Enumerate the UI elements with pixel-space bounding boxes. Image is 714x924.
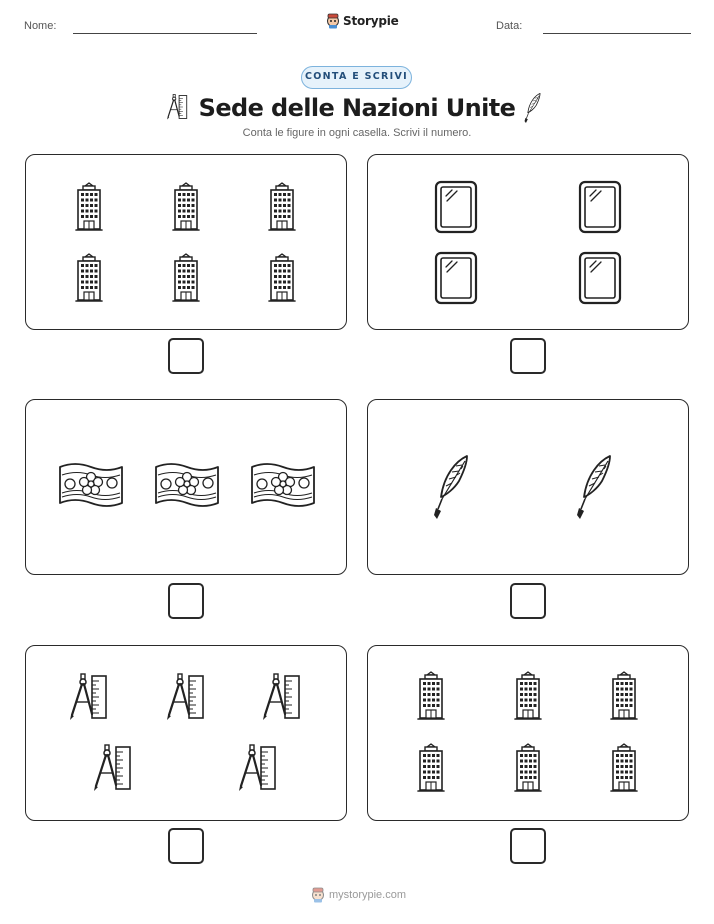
flag-icon	[249, 459, 317, 511]
skyscraper-icon	[513, 670, 543, 722]
brand-name: Storypie	[343, 14, 399, 28]
feather-quill-icon	[575, 453, 615, 521]
name-label: Nome:	[24, 20, 57, 32]
skyscraper-icon	[609, 742, 639, 794]
skyscraper-icon	[513, 742, 543, 794]
compass-ruler-icon	[68, 672, 112, 722]
compass-ruler-icon	[165, 672, 209, 722]
flag-icon	[57, 459, 125, 511]
skyscraper-icon	[609, 670, 639, 722]
skyscraper-icon	[267, 181, 297, 233]
date-label: Data:	[496, 20, 523, 32]
footer	[311, 887, 406, 903]
skyscraper-icon	[416, 742, 446, 794]
skyscraper-icon	[171, 181, 201, 233]
flag-icon	[153, 459, 221, 511]
answer-box-5[interactable]	[168, 828, 204, 864]
answer-box-1[interactable]	[168, 338, 204, 374]
activity-badge: CONTA E SCRIVI	[301, 66, 412, 89]
feather-quill-icon	[432, 453, 472, 521]
compass-ruler-icon	[261, 672, 305, 722]
window-icon	[434, 251, 478, 305]
mascot-icon	[326, 13, 340, 29]
page-title: Sede delle Nazioni Unite	[198, 94, 516, 122]
window-icon	[434, 180, 478, 234]
answer-box-6[interactable]	[510, 828, 546, 864]
instructions: Conta le figure in ogni casella. Scrivi il numero.	[242, 127, 472, 139]
count-panel-4	[367, 399, 689, 575]
mascot-icon	[311, 887, 325, 903]
skyscraper-icon	[171, 252, 201, 304]
answer-box-2[interactable]	[510, 338, 546, 374]
skyscraper-icon	[74, 252, 104, 304]
skyscraper-icon	[416, 670, 446, 722]
count-panel-6	[367, 645, 689, 821]
brand-logo	[326, 13, 399, 29]
skyscraper-icon	[267, 252, 297, 304]
compass-ruler-icon	[237, 743, 281, 793]
count-panel-5	[25, 645, 347, 821]
count-panel-3	[25, 399, 347, 575]
window-icon	[578, 180, 622, 234]
answer-box-4[interactable]	[510, 583, 546, 619]
count-panel-1	[25, 154, 347, 330]
compass-ruler-icon	[92, 743, 136, 793]
date-line[interactable]	[543, 33, 691, 34]
count-panel-2	[367, 154, 689, 330]
window-icon	[578, 251, 622, 305]
feather-quill-icon	[523, 92, 543, 124]
answer-box-3[interactable]	[168, 583, 204, 619]
skyscraper-icon	[74, 181, 104, 233]
name-line[interactable]	[73, 33, 257, 34]
footer-url[interactable]: mystorypie.com	[329, 889, 407, 901]
